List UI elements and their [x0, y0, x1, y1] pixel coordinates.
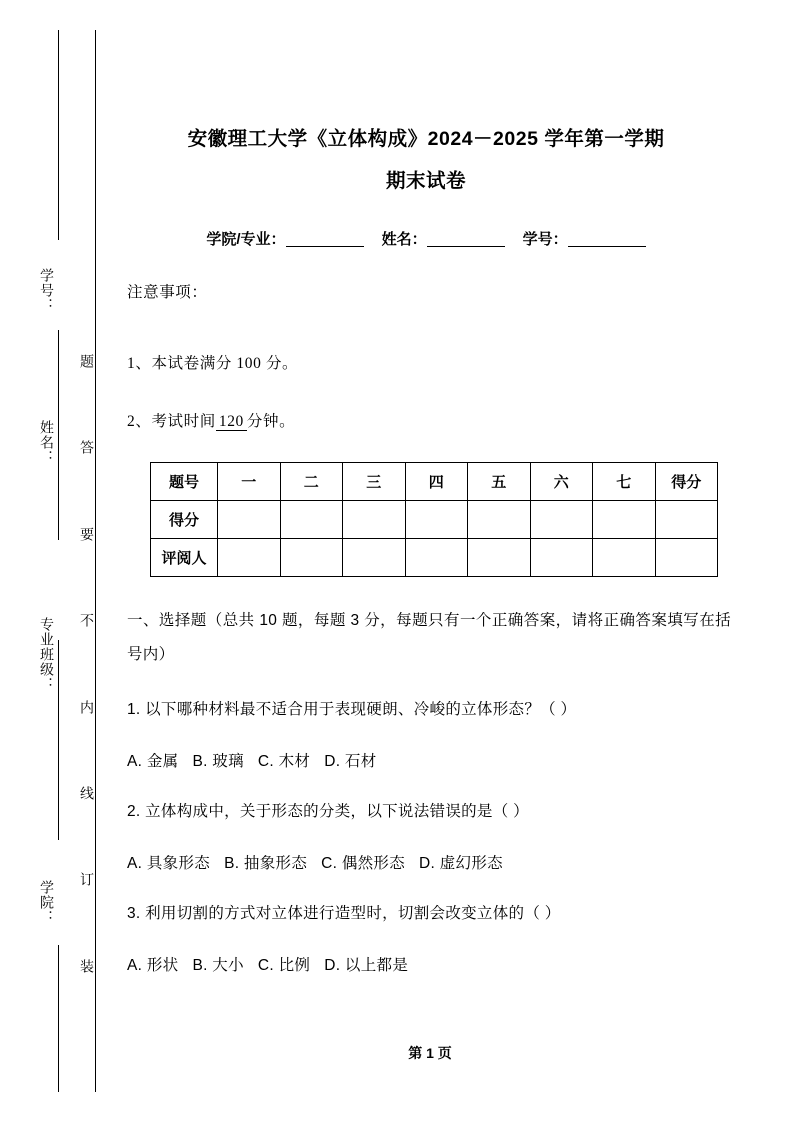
exam-duration-value: 120: [216, 413, 247, 431]
seal-label-college: 学院：: [38, 880, 53, 925]
sealing-line-outer-rule-seg1: [58, 30, 59, 240]
score-table-col-4: 四: [405, 463, 468, 501]
label-student-id: 学号：: [522, 231, 568, 248]
score-table-row-0-cell-7[interactable]: [655, 501, 718, 539]
sealing-line-outer-rule-seg4: [58, 945, 59, 1092]
question-2-option-c[interactable]: C. 偶然形态: [321, 855, 406, 872]
question-2-options: [127, 852, 731, 876]
sealing-line-inner-rule: [95, 30, 96, 1092]
score-table-row-1-header: 评阅人: [151, 539, 218, 577]
blank-name[interactable]: [427, 246, 505, 247]
notice-item-2-prefix: 2、考试时间: [127, 413, 216, 430]
score-table-col-0: 题号: [151, 463, 218, 501]
score-table-col-8: 得分: [655, 463, 718, 501]
question-1-option-a[interactable]: A. 金属: [127, 753, 179, 770]
score-table-row-0-cell-6[interactable]: [593, 501, 656, 539]
score-table-col-6: 六: [530, 463, 593, 501]
question-1-options: [127, 750, 731, 774]
score-table-row-1-cell-6[interactable]: [593, 539, 656, 577]
table-row: [151, 539, 718, 577]
seal-inner-char-2: 答: [78, 440, 93, 455]
question-1-option-b[interactable]: B. 玻璃: [192, 753, 244, 770]
score-table-row-0-cell-1[interactable]: [280, 501, 343, 539]
question-2-option-a[interactable]: A. 具象形态: [127, 855, 211, 872]
page-title-line2: 期末试卷: [385, 170, 466, 192]
sealing-line-outer-rule-seg2: [58, 330, 59, 540]
notice-item-1: 1、本试卷满分 100 分。: [127, 355, 299, 372]
section-one-heading: 一、选择题（总共 10 题，每题 3 分，每题只有一个正确答案，请将正确答案填写在括号内）: [127, 612, 731, 663]
seal-inner-char-3: 要: [78, 527, 93, 542]
label-name: 姓名：: [381, 231, 427, 248]
score-table-row-1-cell-2[interactable]: [343, 539, 406, 577]
notice-item-2-suffix: 分钟。: [246, 413, 296, 430]
score-table-col-1: 一: [218, 463, 281, 501]
question-3-stem: 3. 利用切割的方式对立体进行造型时，切割会改变立体的（ ）: [127, 905, 561, 922]
score-table-row-1-cell-3[interactable]: [405, 539, 468, 577]
question-1-option-d[interactable]: D. 石材: [324, 753, 377, 770]
score-table-row-0-cell-0[interactable]: [218, 501, 281, 539]
seal-inner-char-4: 不: [78, 613, 93, 628]
score-table-col-7: 七: [593, 463, 656, 501]
score-table-row-1-cell-5[interactable]: [530, 539, 593, 577]
label-college-major: 学院/专业：: [206, 231, 286, 248]
score-table-row-1-cell-4[interactable]: [468, 539, 531, 577]
score-table-row-0-cell-2[interactable]: [343, 501, 406, 539]
question-2-option-b[interactable]: B. 抽象形态: [224, 855, 308, 872]
score-table-row-0-cell-5[interactable]: [530, 501, 593, 539]
page-footer: 第 1 页: [408, 1045, 452, 1061]
question-2-option-d[interactable]: D. 虚幻形态: [419, 855, 503, 872]
page-title-line1: 安徽理工大学《立体构成》2024－2025 学年第一学期: [187, 128, 665, 150]
seal-inner-char-6: 线: [78, 786, 93, 801]
question-2-stem: 2. 立体构成中，关于形态的分类，以下说法错误的是（ ）: [127, 803, 529, 820]
question-1-option-c[interactable]: C. 木材: [257, 753, 311, 770]
seal-inner-char-1: 题: [78, 354, 93, 369]
sealing-line-margin: [0, 0, 110, 1122]
sealing-line-outer-rule-seg3: [58, 640, 59, 840]
table-row-header: [151, 463, 718, 501]
table-row: [151, 501, 718, 539]
question-1-stem: 1. 以下哪种材料最不适合用于表现硬朗、冷峻的立体形态？（ ）: [127, 701, 577, 718]
score-table-row-0-cell-3[interactable]: [405, 501, 468, 539]
blank-student-id[interactable]: [568, 246, 646, 247]
notice-item-2: [127, 411, 727, 433]
score-table-col-2: 二: [280, 463, 343, 501]
question-3-option-d[interactable]: D. 以上都是: [324, 957, 409, 974]
question-3-option-c[interactable]: C. 比例: [257, 957, 311, 974]
score-table-col-5: 五: [468, 463, 531, 501]
score-table-row-0-cell-4[interactable]: [468, 501, 531, 539]
score-table-col-3: 三: [343, 463, 406, 501]
score-table-row-1-cell-1[interactable]: [280, 539, 343, 577]
score-table: [150, 462, 718, 577]
section-one-multiple-choice: [127, 604, 731, 978]
question-3-option-a[interactable]: A. 形状: [127, 957, 179, 974]
student-identity-line: [126, 228, 726, 249]
score-table-row-0-header: 得分: [151, 501, 218, 539]
question-3-option-b[interactable]: B. 大小: [192, 957, 244, 974]
seal-inner-char-8: 装: [78, 959, 93, 974]
question-3-options: [127, 954, 731, 978]
score-table-row-1-cell-0[interactable]: [218, 539, 281, 577]
seal-inner-char-7: 订: [78, 872, 93, 887]
score-table-row-1-cell-7[interactable]: [655, 539, 718, 577]
notice-heading: 注意事项：: [127, 284, 208, 301]
seal-label-class: 专业班级：: [38, 617, 53, 692]
page-title: [126, 118, 726, 202]
seal-inner-char-5: 内: [78, 700, 93, 715]
seal-label-student-id: 学号：: [38, 268, 53, 313]
document-body: [110, 0, 750, 1122]
seal-label-name: 姓名：: [38, 420, 53, 465]
blank-college-major[interactable]: [286, 246, 364, 247]
